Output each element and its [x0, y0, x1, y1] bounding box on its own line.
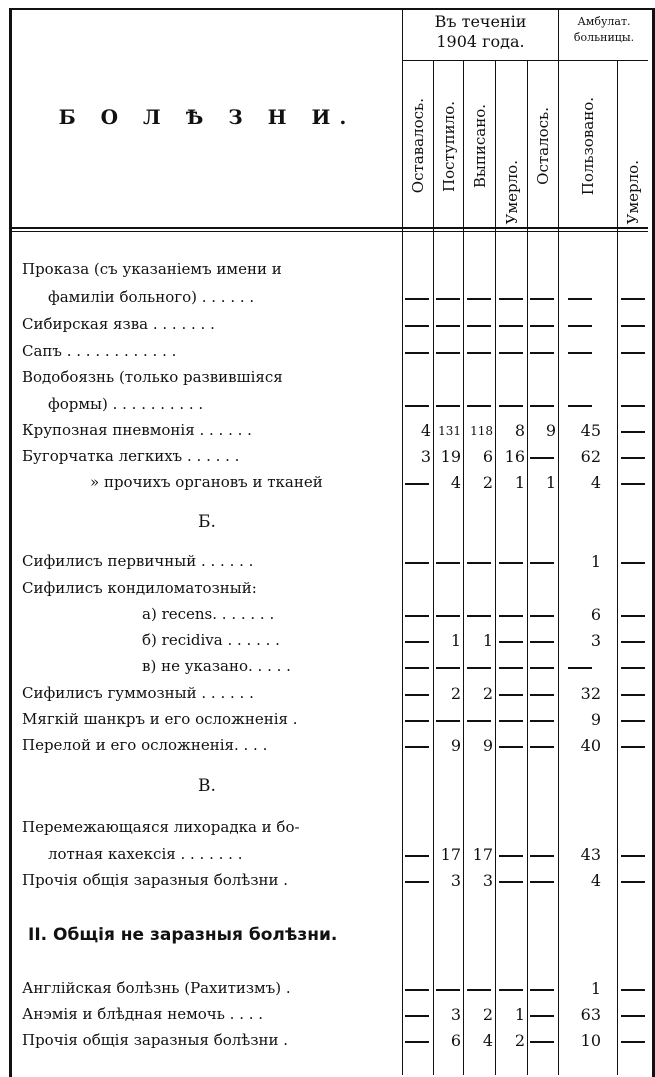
table-cell [618, 605, 648, 625]
row-label: Крупозная пневмонія . . . . . . [22, 421, 252, 439]
dash-mark [530, 641, 554, 643]
table-cell [528, 845, 556, 865]
dash-mark [405, 298, 429, 300]
dash-mark [530, 667, 554, 669]
col-header-label: Поступило. [439, 100, 458, 192]
dash-mark [405, 667, 429, 669]
col-header-label: Оставалось. [409, 98, 427, 194]
dash-mark [467, 405, 491, 407]
table-cell: 10 [580, 1031, 601, 1050]
table-cell [496, 342, 525, 362]
table-cell [528, 979, 556, 999]
table-cell [496, 395, 525, 415]
table-cell: 1 [590, 979, 601, 998]
table-cell: 19 [440, 447, 461, 466]
dash-mark [499, 325, 523, 327]
table-cell [528, 447, 556, 467]
table-cell: 17 [440, 845, 461, 864]
table-cell [618, 979, 648, 999]
group-header-line: Амбулат. [577, 15, 631, 28]
table-cell: 2 [482, 1005, 493, 1024]
dash-mark [530, 615, 554, 617]
col-header-label: Осталось. [534, 107, 552, 185]
table-cell: 118 [470, 424, 493, 438]
dash-mark [436, 325, 460, 327]
row-label: Перемежающаяся лихорадка и бо- [22, 818, 300, 836]
dash-mark [499, 615, 523, 617]
table-cell [434, 552, 461, 572]
table-cell [403, 288, 431, 308]
row-label: Прочія общія заразныя болѣзни . [22, 1031, 289, 1049]
dash-mark [405, 615, 429, 617]
dash-mark [621, 881, 645, 883]
col-header [403, 62, 433, 230]
table-cell: 4 [590, 473, 601, 492]
dash-mark [405, 405, 429, 407]
table-cell: 62 [580, 447, 601, 466]
dash-mark [467, 989, 491, 991]
dash-mark [467, 562, 491, 564]
dash-mark [499, 720, 523, 722]
table-cell [464, 288, 493, 308]
table-cell [403, 605, 431, 625]
table-cell [403, 736, 431, 756]
table-cell [434, 710, 461, 730]
col-header [559, 62, 617, 230]
dash-mark [436, 989, 460, 991]
table-cell [618, 421, 648, 441]
dash-mark [467, 720, 491, 722]
table-cell [528, 605, 556, 625]
dash-mark [405, 352, 429, 354]
table-cell: 1 [545, 473, 556, 492]
table-cell [618, 473, 648, 493]
row-label: в) не указано. . . . . [142, 657, 291, 675]
row-label: а) recens. . . . . . . [142, 605, 275, 623]
dash-mark [436, 405, 460, 407]
table-cell [528, 684, 556, 704]
dash-mark [621, 1041, 645, 1043]
table-cell [618, 736, 648, 756]
dash-mark [499, 667, 523, 669]
table-cell [528, 315, 556, 335]
dash-mark [621, 483, 645, 485]
col-header [434, 62, 463, 230]
row-label: Сифилисъ гуммозный . . . . . . [22, 684, 254, 702]
table-cell [618, 447, 648, 467]
table-cell [559, 288, 601, 308]
dash-mark [499, 298, 523, 300]
dash-mark [405, 641, 429, 643]
row-label: б) recidiva . . . . . . [142, 631, 280, 649]
table-cell [618, 1005, 648, 1025]
table-cell [464, 342, 493, 362]
dash-mark [621, 855, 645, 857]
table-cell [496, 710, 525, 730]
dash-mark [467, 325, 491, 327]
table-cell [403, 1005, 431, 1025]
row-label-cont: формы) . . . . . . . . . . [48, 395, 204, 413]
dash-mark [530, 1041, 554, 1043]
dash-mark [621, 352, 645, 354]
section-heading-b: Б. [198, 512, 216, 532]
dash-mark [530, 694, 554, 696]
table-cell [464, 552, 493, 572]
table-cell: 1 [450, 631, 461, 650]
table-title: Б О Л Ѣ З Н И. [58, 105, 356, 129]
table-cell [403, 845, 431, 865]
table-cell [528, 736, 556, 756]
dash-mark [499, 746, 523, 748]
dash-mark [436, 667, 460, 669]
table-cell: 2 [450, 684, 461, 703]
table-cell: 1 [590, 552, 601, 571]
dash-mark [530, 562, 554, 564]
dash-mark [530, 325, 554, 327]
dash-mark [467, 615, 491, 617]
row-label-cont: лотная кахексія . . . . . . . [48, 845, 243, 863]
table-cell [559, 315, 601, 335]
row-label: Англійская болѣзнь (Рахитизмъ) . [22, 979, 291, 997]
table-cell [434, 288, 461, 308]
header-rule-2 [12, 231, 648, 232]
table-cell [496, 315, 525, 335]
dash-mark [405, 746, 429, 748]
dash-mark [499, 641, 523, 643]
table-cell: 4 [590, 871, 601, 890]
table-cell: 63 [580, 1005, 601, 1024]
dash-mark [499, 694, 523, 696]
table-cell [434, 657, 461, 677]
table-cell [403, 395, 431, 415]
dash-mark [621, 641, 645, 643]
dash-mark [405, 694, 429, 696]
table-cell: 9 [545, 421, 556, 440]
dash-mark [499, 562, 523, 564]
dash-mark [621, 720, 645, 722]
dash-mark [467, 667, 491, 669]
table-cell [496, 552, 525, 572]
dash-mark [467, 298, 491, 300]
dash-mark [436, 298, 460, 300]
table-cell: 3 [450, 871, 461, 890]
table-cell [528, 631, 556, 651]
dash-mark [568, 325, 592, 327]
table-cell [464, 605, 493, 625]
table-cell: 40 [580, 736, 601, 755]
dash-mark [621, 746, 645, 748]
table-cell [618, 342, 648, 362]
dash-mark [621, 325, 645, 327]
table-cell [496, 684, 525, 704]
table-cell [496, 845, 525, 865]
table-cell [528, 342, 556, 362]
dash-mark [621, 694, 645, 696]
group-header-year [403, 12, 558, 52]
row-label: Сибирская язва . . . . . . . [22, 315, 215, 333]
table-cell [464, 657, 493, 677]
dash-mark [530, 298, 554, 300]
table-cell: 43 [580, 845, 601, 864]
table-cell: 17 [472, 845, 493, 864]
table-cell: 45 [580, 421, 601, 440]
dash-mark [499, 989, 523, 991]
dash-mark [436, 720, 460, 722]
table-cell: 32 [580, 684, 601, 703]
dash-mark [621, 989, 645, 991]
table-cell [403, 473, 431, 493]
table-cell: 1 [482, 631, 493, 650]
dash-mark [499, 405, 523, 407]
section-heading-ii: II. Общія не заразныя болѣзни. [28, 925, 338, 945]
table-cell: 9 [482, 736, 493, 755]
table-cell: 3 [420, 447, 431, 466]
table-cell [464, 979, 493, 999]
table-cell: 131 [438, 424, 461, 438]
dash-mark [568, 298, 592, 300]
table-cell [496, 605, 525, 625]
row-label: Проказа (съ указаніемъ имени и [22, 260, 282, 278]
dash-mark [405, 855, 429, 857]
col-header [496, 62, 527, 230]
table-cell: 4 [450, 473, 461, 492]
table-cell [559, 342, 601, 362]
row-label: Анэмія и блѣдная немочь . . . . [22, 1005, 264, 1023]
table-cell [403, 315, 431, 335]
dash-mark [467, 352, 491, 354]
table-cell [528, 710, 556, 730]
dash-mark [568, 352, 592, 354]
dash-mark [621, 667, 645, 669]
table-cell [496, 288, 525, 308]
dash-mark [621, 562, 645, 564]
dash-mark [499, 881, 523, 883]
row-label: Сифилисъ первичный . . . . . . [22, 552, 254, 570]
table-cell: 2 [482, 473, 493, 492]
row-label: Прочія общія заразныя болѣзни . [22, 871, 289, 889]
table-cell: 3 [482, 871, 493, 890]
dash-mark [530, 1015, 554, 1017]
table-cell [496, 871, 525, 891]
dash-mark [568, 667, 592, 669]
table-cell [496, 657, 525, 677]
row-label: Перелой и его осложненія. . . . [22, 736, 268, 754]
col-header-label: Выписано. [470, 103, 489, 189]
dash-mark [405, 562, 429, 564]
table-cell [528, 657, 556, 677]
dash-mark [405, 1015, 429, 1017]
table-cell [618, 288, 648, 308]
table-cell [434, 605, 461, 625]
col-header-label: Пользовано. [579, 96, 597, 196]
dash-mark [621, 1015, 645, 1017]
table-cell [618, 395, 648, 415]
dash-mark [621, 431, 645, 433]
row-label: Мягкій шанкръ и его осложненія . [22, 710, 298, 728]
table-cell: 4 [482, 1031, 493, 1050]
table-cell [403, 342, 431, 362]
dash-mark [499, 855, 523, 857]
table-cell [618, 684, 648, 704]
table-cell [559, 395, 601, 415]
group-header-line: 1904 года. [436, 32, 525, 51]
col-header [528, 62, 558, 230]
col-header [464, 62, 495, 230]
table-cell [403, 871, 431, 891]
dash-mark [405, 881, 429, 883]
dash-mark [530, 989, 554, 991]
group-header-ambulatory [559, 14, 649, 46]
table-cell [403, 710, 431, 730]
dash-mark [436, 562, 460, 564]
table-cell [618, 657, 648, 677]
dash-mark [405, 483, 429, 485]
dash-mark [530, 405, 554, 407]
table-cell [403, 1031, 431, 1051]
col-header-label: Умерло. [502, 159, 521, 224]
row-label: Водобоязнь (только развившіяся [22, 368, 283, 386]
group-header-line: Въ теченіи [434, 12, 527, 31]
table-cell [618, 845, 648, 865]
table-cell [434, 315, 461, 335]
table-cell: 3 [590, 631, 601, 650]
table-cell [496, 979, 525, 999]
dash-mark [530, 855, 554, 857]
dash-mark [436, 352, 460, 354]
table-cell [403, 657, 431, 677]
table-cell [618, 315, 648, 335]
table-cell [528, 871, 556, 891]
col-header [618, 62, 648, 230]
dash-mark [530, 457, 554, 459]
table-cell: 6 [590, 605, 601, 624]
dash-mark [621, 615, 645, 617]
table-cell: 4 [420, 421, 431, 440]
group-header-line: больницы. [573, 31, 635, 44]
table-cell [496, 631, 525, 651]
dash-mark [530, 352, 554, 354]
table-cell [403, 631, 431, 651]
dash-mark [621, 457, 645, 459]
table-cell [528, 1031, 556, 1051]
table-cell [434, 979, 461, 999]
table-cell: 6 [482, 447, 493, 466]
row-label: Бугорчатка легкихъ . . . . . . [22, 447, 240, 465]
dash-mark [530, 720, 554, 722]
row-label: » прочихъ органовъ и тканей [90, 473, 323, 491]
dash-mark [405, 1041, 429, 1043]
table-cell [559, 657, 601, 677]
table-cell [618, 710, 648, 730]
col-header-label: Умерло. [624, 159, 642, 224]
table-cell [403, 552, 431, 572]
dash-mark [530, 746, 554, 748]
row-label-cont: фамиліи больного) . . . . . . [48, 288, 255, 306]
table-cell: 2 [482, 684, 493, 703]
table-cell: 8 [514, 421, 525, 440]
table-cell [618, 1031, 648, 1051]
dash-mark [405, 989, 429, 991]
table-cell [464, 710, 493, 730]
table-cell: 1 [514, 1005, 525, 1024]
table-cell [403, 979, 431, 999]
table-cell [618, 631, 648, 651]
dash-mark [499, 352, 523, 354]
table-cell [434, 342, 461, 362]
section-heading-v: В. [198, 776, 216, 796]
table-cell [528, 288, 556, 308]
row-label: Сифилисъ кондиломатозный: [22, 579, 257, 597]
table-cell [528, 395, 556, 415]
group-header-rule [403, 60, 648, 61]
table-cell [403, 684, 431, 704]
dash-mark [568, 405, 592, 407]
dash-mark [621, 405, 645, 407]
table-cell [528, 1005, 556, 1025]
table-cell [618, 552, 648, 572]
table-cell: 6 [450, 1031, 461, 1050]
table-cell [528, 552, 556, 572]
table-cell: 16 [504, 447, 525, 466]
table-cell: 9 [450, 736, 461, 755]
dash-mark [436, 615, 460, 617]
dash-mark [530, 881, 554, 883]
table-cell [434, 395, 461, 415]
dash-mark [405, 720, 429, 722]
table-cell [496, 736, 525, 756]
dash-mark [405, 325, 429, 327]
table-cell: 1 [514, 473, 525, 492]
table-cell: 9 [590, 710, 601, 729]
table-cell [464, 315, 493, 335]
dash-mark [621, 298, 645, 300]
table-cell: 2 [514, 1031, 525, 1050]
table-cell [618, 871, 648, 891]
row-label: Сапъ . . . . . . . . . . . . [22, 342, 177, 360]
table-cell: 3 [450, 1005, 461, 1024]
table-cell [464, 395, 493, 415]
